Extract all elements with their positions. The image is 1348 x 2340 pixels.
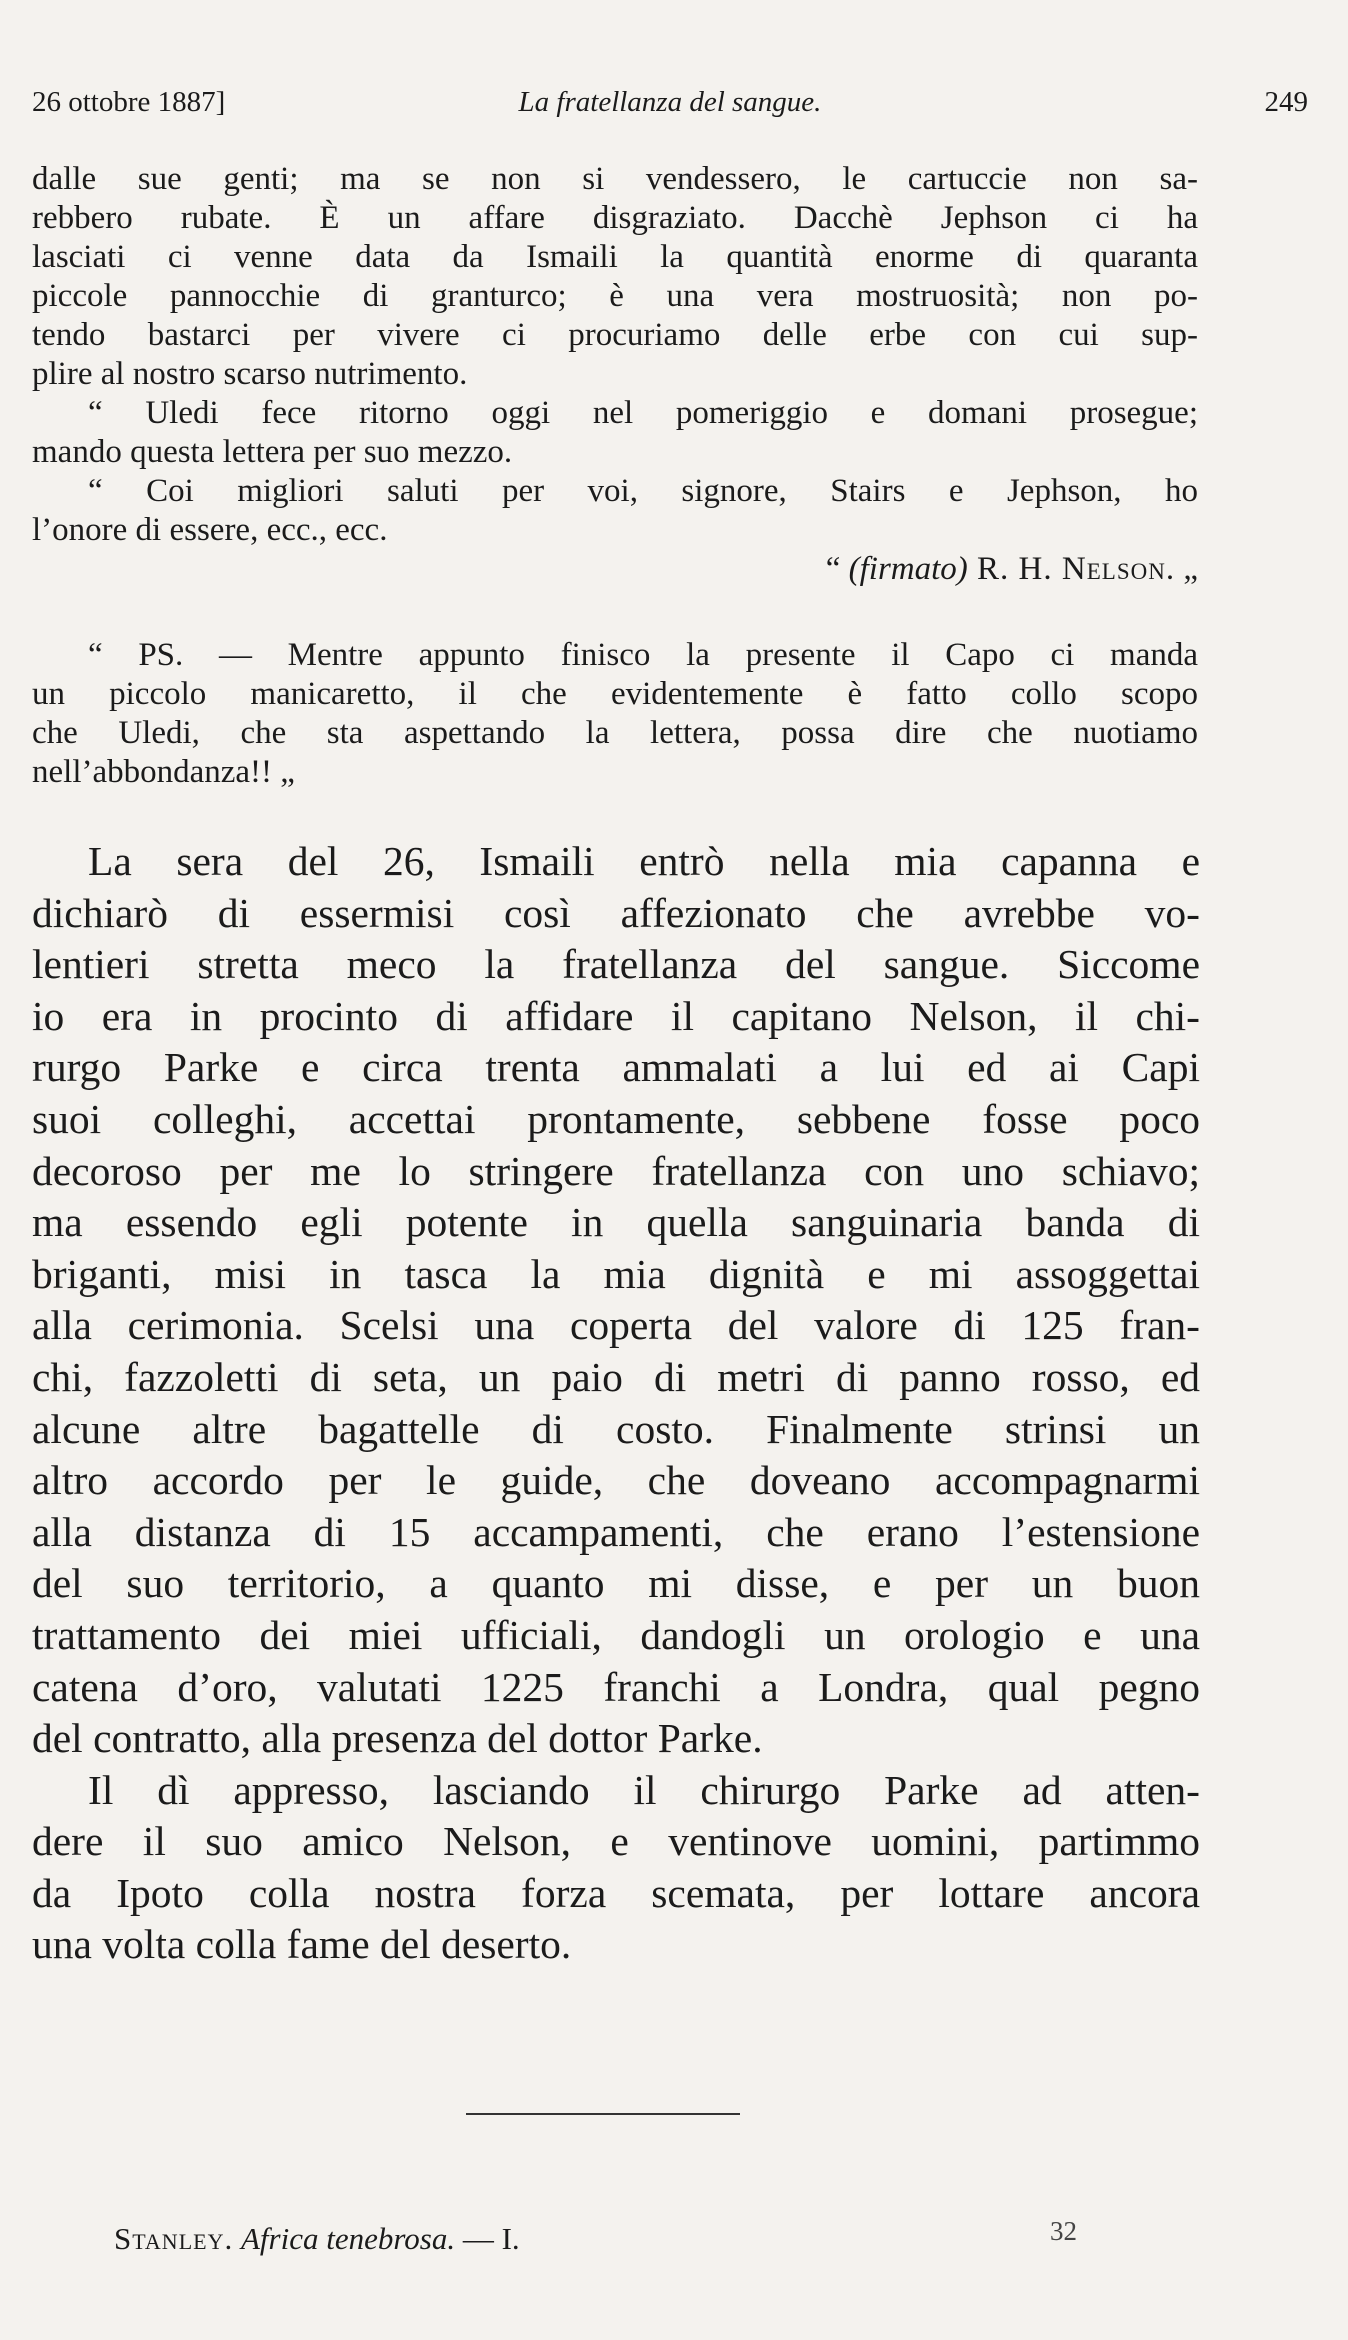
text-line: altro accordo per le guide, che doveano accompagnarmi [32,1457,1200,1504]
text-line: mando questa lettera per suo mezzo. [32,434,513,470]
letter-paragraph-2 [32,394,1198,472]
text-line: nell’abbondanza!! „ [32,754,295,790]
text-line: alla cerimonia. Scelsi una coperta del valore di 125 fran- [32,1302,1200,1349]
text-line: da Ipoto colla nostra forza scemata, per lottare ancora [32,1869,1200,1916]
footer-author: Stanley. [114,2221,234,2256]
text-line: dere il suo amico Nelson, e ventinove uomini, partimmo [32,1818,1200,1865]
text-line: piccole pannocchie di granturco; è una vera mostruosità; non po- [32,278,1198,314]
letter-postscript [32,636,1198,792]
letter-signature: “ (firmato) R. H. Nelson. „ [825,551,1198,587]
text-line: Il dì appresso, lasciando il chirurgo Parke ad atten- [88,1766,1200,1813]
letter-paragraph-3 [32,472,1198,550]
text-line: “ Uledi fece ritorno oggi nel pomeriggio e domani prosegue; [88,395,1198,431]
text-line: lentieri stretta meco la fratellanza del sangue. Siccome [32,941,1200,988]
text-line: ma essendo egli potente in quella sanguinaria banda di [32,1199,1200,1246]
end-rule-divider [466,2113,740,2115]
text-line: del contratto, alla presenza del dottor Parke. [32,1715,763,1762]
text-line: io era in procinto di affidare il capitano Nelson, il chi- [32,992,1200,1039]
footer-signature-line [114,2221,520,2257]
text-line: del suo territorio, a quanto mi disse, e per un buon [32,1560,1200,1607]
text-line: La sera del 26, Ismaili entrò nella mia capanna e [88,838,1200,884]
text-line: catena d’oro, valutati 1225 franchi a Londra, qual pegno [32,1663,1200,1710]
text-line: dichiarò di essermisi così affezionato che avrebbe vo- [32,889,1200,936]
text-line: “ Coi migliori saluti per voi, signore, Stairs e Jephson, ho [88,473,1198,509]
main-body [32,836,1200,1971]
text-line: alcune altre bagattelle di costo. Finalmente strinsi un [32,1405,1200,1452]
signature-firmato: (firmato) [848,551,968,587]
page-number: 249 [1264,86,1308,118]
footer-title: Africa tenebrosa. [240,2221,456,2256]
header-chapter-title: La fratellanza del sangue. [518,86,822,118]
text-line: chi, fazzoletti di seta, un paio di metri di panno rosso, ed [32,1353,1200,1400]
footer-volume: — I. [455,2221,520,2256]
letter-paragraph-1 [32,160,1198,394]
text-line: plire al nostro scarso nutrimento. [32,356,468,392]
text-line: rebbero rubate. È un affare disgraziato. Dacchè Jephson ci ha [32,200,1198,236]
text-line: l’onore di essere, ecc., ecc. [32,512,388,548]
text-line: che Uledi, che sta aspettando la lettera, possa dire che nuotiamo [32,715,1198,751]
text-line: lasciati ci venne data da Ismaili la quantità enorme di quaranta [32,239,1198,275]
text-line: “ PS. — Mentre appunto finisco la presente il Capo ci manda [88,637,1198,673]
text-line: una volta colla fame del deserto. [32,1921,572,1968]
text-line: rurgo Parke e circa trenta ammalati a lui ed ai Capi [32,1044,1200,1091]
text-line: dalle sue genti; ma se non si vendessero, le cartuccie non sa- [32,161,1198,197]
text-line: tendo bastarci per vivere ci procuriamo delle erbe con cui sup- [32,317,1198,353]
text-line: briganti, misi in tasca la mia dignità e mi assoggettai [32,1250,1200,1297]
text-line: suoi colleghi, accettai prontamente, sebbene fosse poco [32,1095,1200,1142]
footer-signature-mark: 32 [1050,2216,1077,2246]
header-date: 26 ottobre 1887] [32,86,226,118]
text-line: trattamento dei miei ufficiali, dandogli un orologio e una [32,1611,1200,1658]
signature-name: R. H. Nelson. [967,551,1176,587]
text-line: alla distanza di 15 accampamenti, che erano l’estensione [32,1508,1200,1555]
text-line: un piccolo manicaretto, il che evidentemente è fatto collo scopo [32,676,1198,712]
running-header [32,86,1308,126]
text-line: decoroso per me lo stringere fratellanza con uno schiavo; [32,1147,1200,1194]
